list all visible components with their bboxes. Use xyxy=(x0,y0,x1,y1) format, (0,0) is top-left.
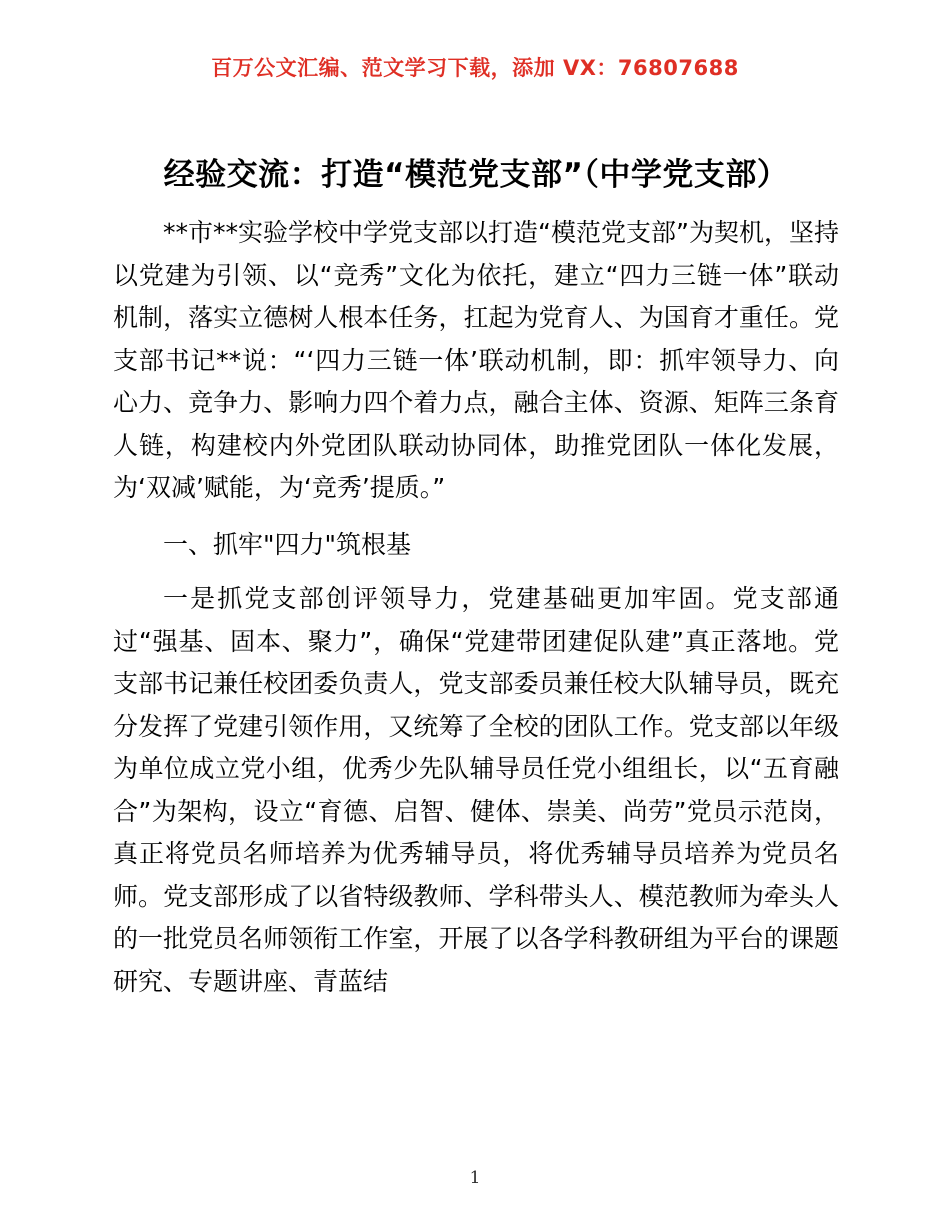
document-body xyxy=(113,152,839,1003)
document-title: 经验交流：打造“模范党支部”（中学党支部） xyxy=(163,157,789,193)
page-number: 1 xyxy=(469,1168,481,1188)
section-heading-one: 一、抓牢"四力"筑根基 xyxy=(163,529,411,559)
section-one-paragraph: 一是抓党支部创评领导力，党建基础更加牢固。党支部通过“强基、固本、聚力”，确保“党建带团建促队建”真正落地。党支部书记兼任校团委负责人，党支部委员兼任校大队辅导员，既充分发挥了党建引领作用，又统筹了全校的团队工作。党支部以年级为单位成立党小组，优秀少先队辅导员任党小组组长，以“五育融合”为架构，设立“育德、启智、健体、崇美、尚劳”党员示范岗，真正将党员名师培养为优秀辅导员，将优秀辅导员培养为党员名师。党支部形成了以省特级教师、学科带头人、模范教师为牵头人的一批党员名师领衔工作室，开展了以各学科教研组为平台的课题研究、专题讲座、青蓝结 xyxy=(113,584,839,996)
intro-paragraph: **市**实验学校中学党支部以打造“模范党支部”为契机，坚持以党建为引领、以“竞秀”文化为依托，建立“四力三链一体”联动机制，落实立德树人根本任务，扛起为党育人、为国育才重任。党支部书记**说：“‘四力三链一体’联动机制，即：抓牢领导力、向心力、竞争力、影响力四个着力点，融合主体、资源、矩阵三条育人链，构建校内外党团队联动协同体，助推党团队一体化发展，为‘双减’赋能，为‘竞秀’提质。” xyxy=(113,218,839,502)
promo-watermark-text: 百万公文汇编、范文学习下载，添加 VX：76807688 xyxy=(211,56,739,80)
